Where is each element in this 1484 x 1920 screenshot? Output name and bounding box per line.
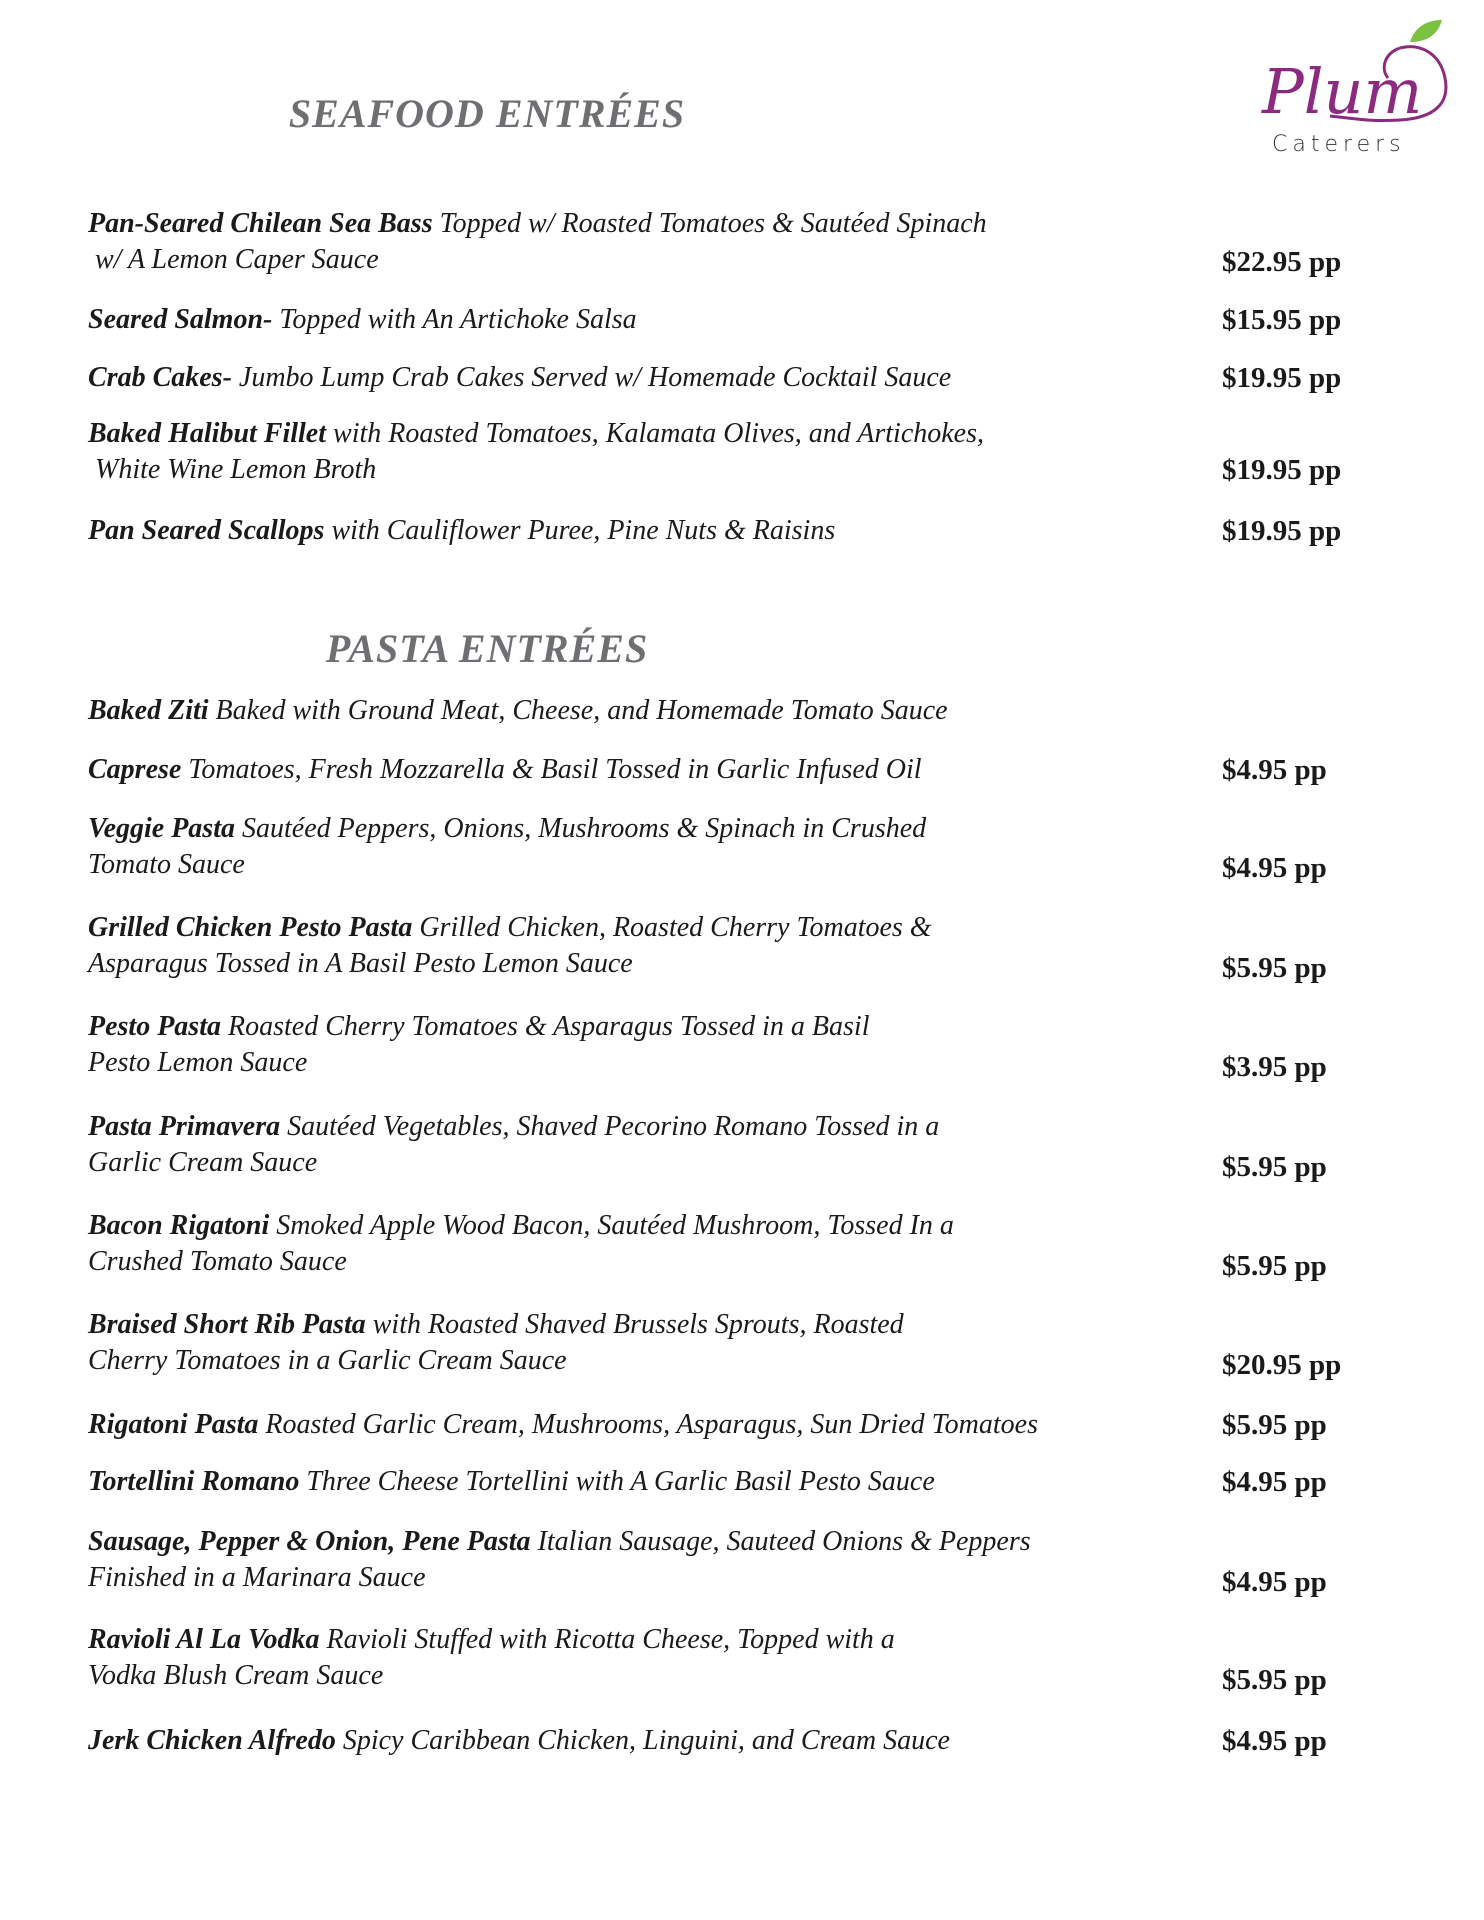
item-description: with Roasted Tomatoes, Kalamata Olives, and Artichokes,	[326, 418, 985, 449]
item-description: Smoked Apple Wood Bacon, Sautéed Mushroom, Tossed In a	[269, 1210, 954, 1241]
menu-item	[88, 1524, 1218, 1596]
item-name: Pan-Seared Chilean Sea Bass	[88, 208, 433, 239]
item-name: Tortellini Romano	[88, 1466, 300, 1497]
item-description: Ravioli Stuffed with Ricotta Cheese, Topped with a	[319, 1624, 895, 1655]
item-price: $4.95 pp	[1222, 1725, 1327, 1757]
item-name: Ravioli Al La Vodka	[88, 1624, 320, 1655]
menu-item	[88, 206, 1218, 278]
item-description-continued: White Wine Lemon Broth	[88, 454, 377, 485]
item-description: Sautéed Vegetables, Shaved Pecorino Romano Tossed in a	[280, 1111, 940, 1142]
menu-item	[88, 1009, 1218, 1081]
item-price: $5.95 pp	[1222, 1250, 1327, 1282]
item-name: Veggie Pasta	[88, 813, 235, 844]
menu-item	[88, 1723, 1218, 1759]
menu-item	[88, 1407, 1218, 1443]
item-description-continued: w/ A Lemon Caper Sauce	[88, 244, 379, 275]
menu-item	[88, 302, 1218, 338]
item-description: Grilled Chicken, Roasted Cherry Tomatoes &	[412, 912, 932, 943]
item-description: Italian Sausage, Sauteed Onions & Peppers	[530, 1526, 1031, 1557]
pasta-section-title: PASTA ENTRÉES	[325, 626, 649, 671]
item-description: Jumbo Lump Crab Cakes Served w/ Homemade Cocktail Sauce	[231, 362, 952, 393]
menu-item	[88, 693, 1218, 729]
item-description: Baked with Ground Meat, Cheese, and Homemade Tomato Sauce	[208, 695, 948, 726]
item-price: $20.95 pp	[1222, 1349, 1342, 1381]
item-name: Pan Seared Scallops	[88, 515, 325, 546]
item-description: Topped with An Artichoke Salsa	[272, 304, 637, 335]
menu-item	[88, 910, 1218, 982]
item-price: $3.95 pp	[1222, 1051, 1327, 1083]
item-name: Pesto Pasta	[88, 1011, 221, 1042]
item-price: $19.95 pp	[1222, 454, 1342, 486]
item-price: $5.95 pp	[1222, 1409, 1327, 1441]
item-description: with Roasted Shaved Brussels Sprouts, Roasted	[365, 1309, 904, 1340]
menu-item	[88, 1208, 1218, 1280]
item-name: Baked Ziti	[88, 695, 209, 726]
item-description-continued: Vodka Blush Cream Sauce	[88, 1660, 384, 1691]
item-price: $4.95 pp	[1222, 754, 1327, 786]
menu-item	[88, 752, 1218, 788]
item-price: $5.95 pp	[1222, 1151, 1327, 1183]
item-description: with Cauliflower Puree, Pine Nuts & Raisins	[324, 515, 836, 546]
item-description-continued: Pesto Lemon Sauce	[88, 1047, 308, 1078]
item-name: Braised Short Rib Pasta	[88, 1309, 366, 1340]
item-description-continued: Finished in a Marinara Sauce	[88, 1562, 426, 1593]
item-name: Crab Cakes-	[88, 362, 232, 393]
item-description: Tomatoes, Fresh Mozzarella & Basil Tossed in Garlic Infused Oil	[181, 754, 922, 785]
item-name: Rigatoni Pasta	[88, 1409, 259, 1440]
logo-subtitle: Caterers	[1272, 132, 1406, 157]
item-price: $19.95 pp	[1222, 362, 1342, 394]
item-description-continued: Asparagus Tossed in A Basil Pesto Lemon Sauce	[88, 948, 633, 979]
item-name: Jerk Chicken Alfredo	[88, 1725, 336, 1756]
item-description-continued: Tomato Sauce	[88, 849, 245, 880]
seafood-section-title: SEAFOOD ENTRÉES	[288, 91, 686, 136]
item-name: Bacon Rigatoni	[88, 1210, 270, 1241]
item-description-continued: Cherry Tomatoes in a Garlic Cream Sauce	[88, 1345, 567, 1376]
menu-item	[88, 811, 1218, 883]
item-name: Pasta Primavera	[88, 1111, 281, 1142]
item-price: $22.95 pp	[1222, 246, 1342, 278]
item-price: $4.95 pp	[1222, 852, 1327, 884]
item-name: Seared Salmon-	[88, 304, 273, 335]
menu-item	[88, 1464, 1218, 1500]
item-description: Three Cheese Tortellini with A Garlic Basil Pesto Sauce	[299, 1466, 935, 1497]
item-description: Roasted Garlic Cream, Mushrooms, Asparagus, Sun Dried Tomatoes	[258, 1409, 1038, 1440]
item-name: Sausage, Pepper & Onion, Pene Pasta	[88, 1526, 531, 1557]
menu-item	[88, 1622, 1218, 1694]
item-price: $5.95 pp	[1222, 1664, 1327, 1696]
menu-item	[88, 360, 1218, 396]
item-price: $15.95 pp	[1222, 304, 1342, 336]
item-name: Grilled Chicken Pesto Pasta	[88, 912, 413, 943]
item-description-continued: Crushed Tomato Sauce	[88, 1246, 347, 1277]
item-name: Baked Halibut Fillet	[88, 418, 327, 449]
item-price: $4.95 pp	[1222, 1566, 1327, 1598]
item-price: $4.95 pp	[1222, 1466, 1327, 1498]
item-description: Spicy Caribbean Chicken, Linguini, and Cream Sauce	[335, 1725, 950, 1756]
item-description-continued: Garlic Cream Sauce	[88, 1147, 318, 1178]
item-name: Caprese	[88, 754, 182, 785]
item-description: Topped w/ Roasted Tomatoes & Sautéed Spinach	[432, 208, 987, 239]
item-description: Sautéed Peppers, Onions, Mushrooms & Spinach in Crushed	[235, 813, 927, 844]
svg-text:Plum: Plum	[1262, 55, 1423, 128]
menu-item	[88, 513, 1218, 549]
item-description: Roasted Cherry Tomatoes & Asparagus Tossed in a Basil	[221, 1011, 870, 1042]
menu-item	[88, 1307, 1218, 1379]
item-price: $5.95 pp	[1222, 952, 1327, 984]
menu-item	[88, 1109, 1218, 1181]
menu-item	[88, 416, 1218, 488]
item-price: $19.95 pp	[1222, 515, 1342, 547]
